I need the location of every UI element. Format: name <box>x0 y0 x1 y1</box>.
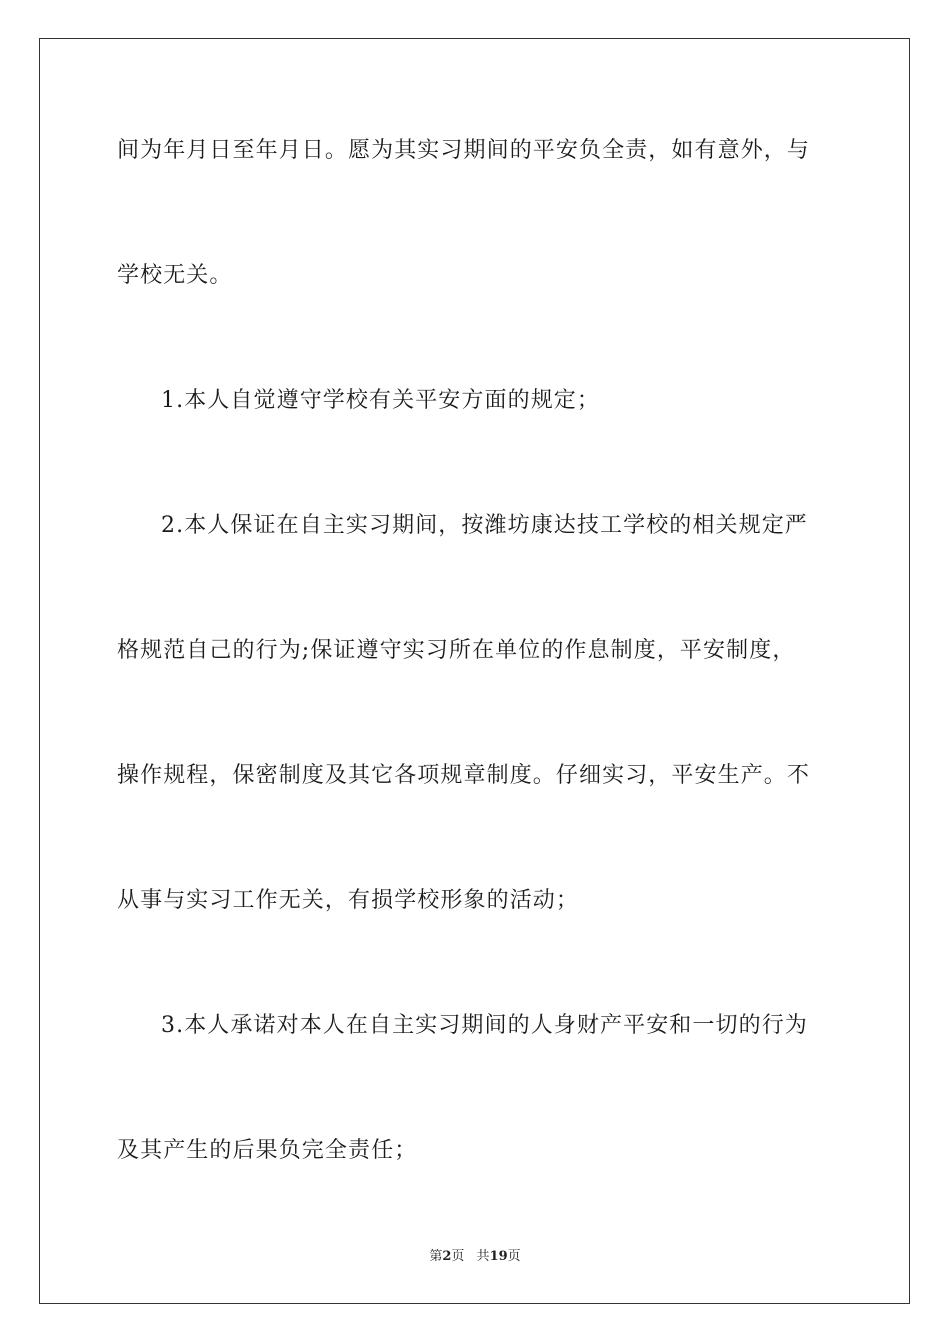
total-pages-indicator <box>477 1249 521 1264</box>
page-footer <box>0 1245 950 1264</box>
page-prefix: 第 <box>429 1249 443 1264</box>
list-item-2-line-4: 从事与实习工作无关，有损学校形象的活动； <box>117 888 580 913</box>
page-number: 2 <box>442 1249 452 1264</box>
total-pages: 19 <box>489 1249 508 1264</box>
list-item-2-line-1: 2.本人保证在自主实习期间，按潍坊康达技工学校的相关规定严 <box>161 513 808 538</box>
list-item-2-line-3: 操作规程，保密制度及其它各项规章制度。仔细实习，平安生产。不 <box>117 763 811 788</box>
page-border <box>39 38 910 1304</box>
list-item-1: 1.本人自觉遵守学校有关平安方面的规定； <box>161 388 600 413</box>
list-item-2-line-2: 格规范自己的行为;保证遵守实习所在单位的作息制度，平安制度， <box>117 638 796 663</box>
total-prefix: 共 <box>476 1249 490 1264</box>
body-line-1: 间为年月日至年月日。愿为其实习期间的平安负全责，如有意外，与 <box>117 138 811 163</box>
page-indicator <box>429 1249 464 1264</box>
body-line-2: 学校无关。 <box>117 263 233 288</box>
total-suffix: 页 <box>507 1249 521 1264</box>
page-suffix: 页 <box>451 1249 465 1264</box>
list-item-3-line-1: 3.本人承诺对本人在自主实习期间的人身财产平安和一切的行为 <box>161 1013 808 1038</box>
list-item-3-line-2: 及其产生的后果负完全责任； <box>117 1138 418 1163</box>
